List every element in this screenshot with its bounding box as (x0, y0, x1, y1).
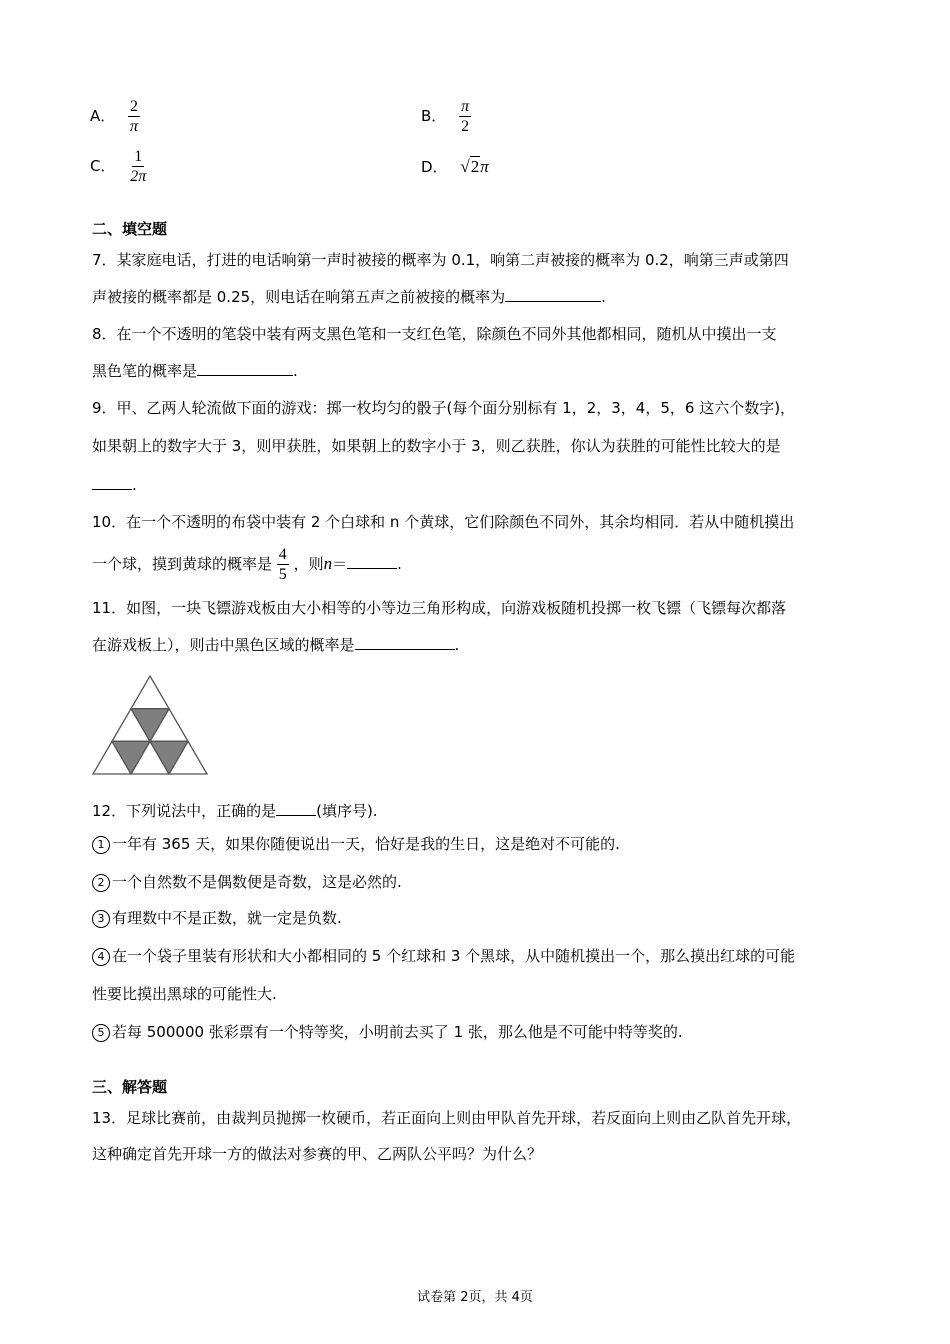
q12-item-5-text: 若每 500000 张彩票有一个特等奖，小明前去买了 1 张，那么他是不可能中特等奖的. (112, 1023, 683, 1041)
q12-stem-a: 12．下列说法中，正确的是 (92, 802, 277, 820)
q10-fraction (277, 546, 289, 583)
q9-answer-blank[interactable] (92, 474, 132, 490)
q7-answer-blank[interactable] (505, 286, 601, 302)
option-c-numerator: 1 (134, 148, 143, 165)
q8-line1: 8．在一个不透明的笔袋中装有两支黑色笔和一支红色笔，除颜色不同外其他都相同，随机从中摸出一支 (92, 325, 777, 343)
q12-stem-b: (填序号). (316, 802, 378, 820)
q10-numerator: 4 (278, 546, 287, 563)
q8-answer-blank[interactable] (197, 360, 293, 376)
option-d[interactable] (421, 156, 489, 177)
q12-item-4-text: 在一个袋子里装有形状和大小都相同的 5 个红球和 3 个黑球，从中随机摸出一个，那么摸出红球的可能 (112, 947, 796, 965)
q7-line2 (92, 286, 606, 307)
q12-item-3 (92, 908, 342, 928)
option-a-numerator: 2 (130, 98, 139, 115)
q9-line2: 如果朝上的数字大于 3，则甲获胜，如果朝上的数字小于 3，则乙获胜，你认为获胜的可能性比较大的是 (92, 437, 781, 455)
option-c[interactable] (90, 148, 148, 185)
section-title-solve: 三、解答题 (92, 1078, 168, 1096)
dartboard-figure (90, 674, 210, 776)
q12-item-5 (92, 1022, 683, 1042)
q12-item-4-cont: 性要比摸出黑球的可能性大. (92, 985, 277, 1003)
option-c-denominator: 2π (130, 168, 147, 185)
circled-number-3: 3 (92, 910, 110, 928)
q12-item-1-text: 一年有 365 天，如果你随便说出一天，恰好是我的生日，这是绝对不可能的. (112, 835, 620, 853)
q13-line1: 13．足球比赛前，由裁判员抛掷一枚硬币，若正面向上则由甲队首先开球，若反面向上则由乙队首先开球， (92, 1109, 802, 1127)
option-b-label: B． (421, 107, 447, 125)
q9-line1: 9．甲、乙两人轮流做下面的游戏：掷一枚均匀的骰子(每个面分别标有 1，2，3，4，5，6 这六个数字)， (92, 399, 796, 417)
q11-line2-text: 在游戏板上），则击中黑色区域的概率是 (92, 636, 355, 654)
option-d-sqrt (460, 156, 480, 177)
option-b-numerator: π (461, 98, 470, 115)
section-title-fill-in: 二、填空题 (92, 220, 168, 238)
q10-line2b: ，则 (293, 555, 324, 573)
q10-end: . (397, 555, 402, 573)
q10-eq: ＝ (332, 555, 348, 573)
option-b[interactable] (421, 98, 471, 135)
circled-number-4: 4 (92, 948, 110, 966)
q7-line1: 7．某家庭电话，打进的电话响第一声时被接的概率为 0.1，响第二声被接的概率为 0.2，响第三声或第四 (92, 251, 789, 269)
q10-answer-blank[interactable] (347, 553, 397, 569)
q12-stem (92, 800, 378, 821)
option-a[interactable] (90, 98, 140, 135)
option-d-suffix: π (480, 157, 489, 176)
circled-number-5: 5 (92, 1024, 110, 1042)
q12-item-4 (92, 946, 795, 966)
q8-end: . (293, 362, 298, 380)
q11-end: . (454, 636, 460, 654)
circled-number-1: 1 (92, 836, 110, 854)
shaded-triangle-top (131, 709, 169, 742)
q7-end: . (601, 288, 606, 306)
q10-line1: 10．在一个不透明的布袋中装有 2 个白球和 n 个黄球，它们除颜色不同外，其余均相同．若从中随机摸出 (92, 513, 795, 531)
option-d-radicand: 2 (470, 157, 480, 176)
q11-line1: 11．如图，一块飞镖游戏板由大小相等的小等边三角形构成，向游戏板随机投掷一枚飞镖（飞镖每次都落 (92, 599, 787, 617)
sqrt-sign-icon: √ (460, 157, 470, 176)
q9-end: . (132, 476, 137, 494)
option-a-fraction (128, 98, 140, 135)
q7-line2-text: 声被接的概率都是 0.25，则电话在响第五声之前被接的概率为 (92, 288, 506, 306)
option-c-label: C． (90, 157, 116, 175)
option-d-label: D． (421, 158, 448, 176)
q12-item-1 (92, 834, 620, 854)
page-footer: 试卷第 2页，共 4页 (417, 1290, 533, 1305)
q11-line2 (92, 634, 459, 655)
option-c-fraction (128, 148, 148, 185)
q8-line2 (92, 360, 298, 381)
option-a-denominator: π (130, 118, 139, 135)
q13-line2: 这种确定首先开球一方的做法对参赛的甲、乙两队公平吗？为什么？ (92, 1145, 543, 1163)
circled-number-2: 2 (92, 874, 110, 892)
option-b-denominator: 2 (461, 118, 470, 135)
q8-line2-text: 黑色笔的概率是 (92, 362, 198, 380)
q12-item-2 (92, 872, 402, 892)
q10-denominator: 5 (278, 566, 287, 583)
q12-answer-blank[interactable] (276, 800, 316, 816)
q12-item-3-text: 有理数中不是正数，就一定是负数. (112, 909, 342, 927)
option-b-fraction (459, 98, 471, 135)
q10-line2a: 一个球，摸到黄球的概率是 (92, 555, 273, 573)
q11-answer-blank[interactable] (355, 634, 455, 650)
shaded-triangle-left (112, 741, 150, 774)
q10-var: n (323, 554, 333, 573)
option-a-label: A． (90, 107, 116, 125)
q12-item-2-text: 一个自然数不是偶数便是奇数，这是必然的. (112, 873, 402, 891)
q10-line2 (92, 546, 402, 583)
shaded-triangle-right (150, 741, 188, 774)
q9-line3 (92, 474, 137, 495)
